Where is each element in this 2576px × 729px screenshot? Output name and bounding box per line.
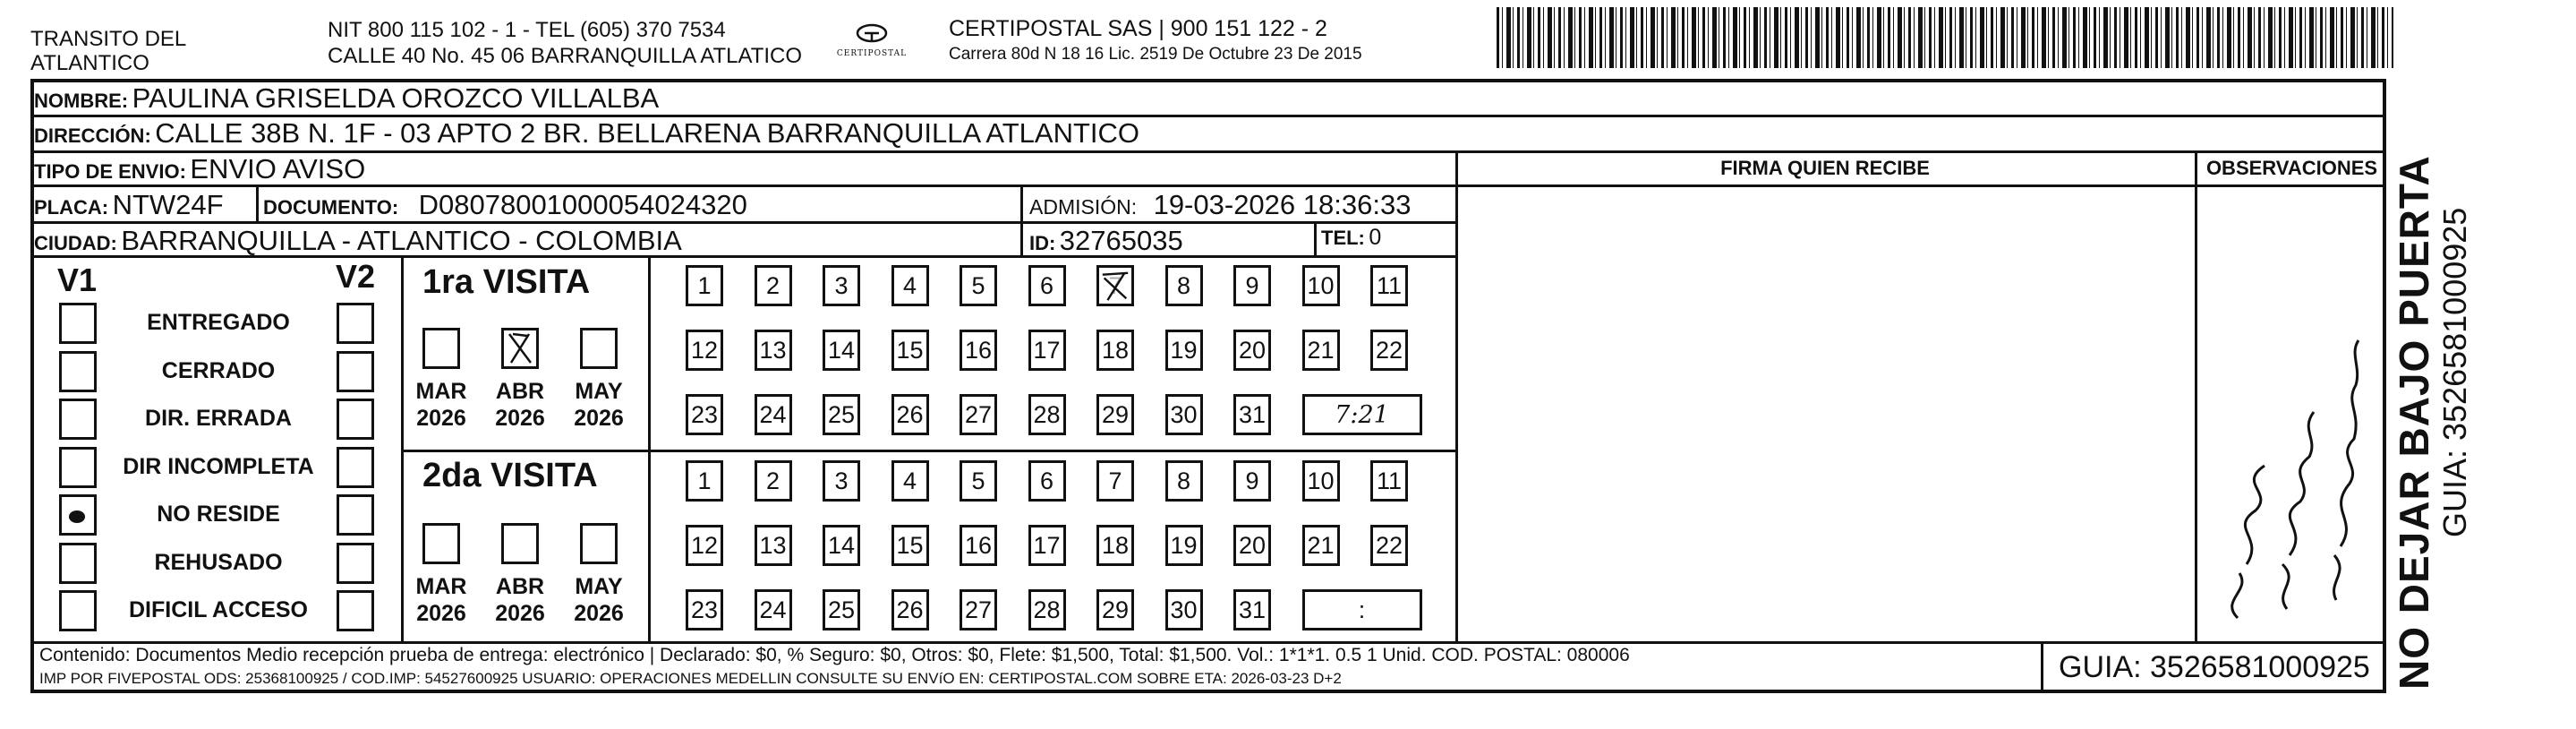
- status-label: DIR. ERRADA: [145, 406, 292, 431]
- day-box[interactable]: [686, 265, 723, 306]
- day-box[interactable]: [1028, 330, 1066, 371]
- day-number: 3: [834, 467, 849, 494]
- day-box[interactable]: [1096, 525, 1134, 566]
- day-number: 25: [827, 400, 856, 428]
- day-box[interactable]: [1165, 330, 1203, 371]
- day-box[interactable]: [1028, 460, 1066, 502]
- placa-value: NTW24F: [112, 189, 224, 220]
- license-line: Carrera 80d N 18 16 Lic. 2519 De Octubre 23 De 2015: [949, 45, 1362, 64]
- day-number: 19: [1170, 531, 1198, 559]
- tel-value: 0: [1369, 225, 1382, 250]
- nombre-value: PAULINA GRISELDA OROZCO VILLALBA: [132, 82, 660, 114]
- month-label: ABR: [495, 379, 545, 404]
- contenido-line: Contenido: Documentos Medio recepción prueba de entrega: electrónico | Declarado: $0, % Seguro: $0, Otros: $0, Flete: $1,500, Total: $1,500. Vol.: 1*1*1. 0.5 1 Unid. COD. POSTAL: 080006: [39, 645, 1630, 665]
- day-box[interactable]: [1302, 525, 1340, 566]
- signature-scribble: [2202, 304, 2363, 636]
- v2-checkbox[interactable]: [337, 494, 374, 536]
- company-name: TRANSITO DEL ATLANTICO: [30, 27, 186, 75]
- status-label: NO RESIDE: [157, 502, 280, 527]
- year-label: 2026: [574, 406, 624, 431]
- day-box[interactable]: [1233, 525, 1271, 566]
- ciudad-label: CIUDAD:: [34, 232, 117, 254]
- documento-label: DOCUMENTO:: [263, 196, 399, 219]
- day-number: 24: [759, 596, 787, 623]
- v1-checkbox[interactable]: [59, 351, 97, 392]
- day-box[interactable]: [1370, 460, 1408, 502]
- day-number: 29: [1101, 400, 1130, 428]
- day-number: 24: [759, 400, 787, 428]
- day-box[interactable]: [960, 265, 997, 306]
- time-box[interactable]: 7:21: [1302, 394, 1422, 435]
- day-box[interactable]: [1370, 330, 1408, 371]
- day-box[interactable]: [1302, 460, 1340, 502]
- day-number: 12: [690, 531, 719, 559]
- day-box[interactable]: [960, 589, 997, 630]
- day-number: 3: [834, 271, 849, 299]
- day-box[interactable]: [1096, 265, 1134, 306]
- day-box[interactable]: [823, 330, 860, 371]
- ciudad-value: BARRANQUILLA - ATLANTICO - COLOMBIA: [121, 225, 682, 256]
- day-number: 1: [697, 467, 712, 494]
- nombre-label: NOMBRE:: [34, 90, 129, 112]
- year-label: 2026: [495, 601, 545, 626]
- day-box[interactable]: [823, 265, 860, 306]
- day-number: 14: [827, 336, 856, 364]
- day-box[interactable]: [891, 460, 929, 502]
- day-number: 26: [896, 400, 924, 428]
- day-number: 6: [1039, 271, 1054, 299]
- day-number: 21: [1307, 531, 1335, 559]
- day-number: 22: [1375, 336, 1403, 364]
- v2-checkbox[interactable]: [337, 351, 374, 392]
- day-number: 29: [1101, 596, 1130, 623]
- status-label: DIFICIL ACCESO: [128, 597, 308, 622]
- admision-value: 19-03-2026 18:36:33: [1153, 189, 1412, 220]
- day-box[interactable]: [1233, 589, 1271, 630]
- day-box[interactable]: [1233, 330, 1271, 371]
- day-number: 27: [964, 596, 993, 623]
- day-number: 12: [690, 336, 719, 364]
- day-number: 9: [1245, 271, 1259, 299]
- day-number: 23: [690, 400, 719, 428]
- barcode: [1497, 7, 2393, 68]
- day-number: 4: [902, 467, 917, 494]
- day-box[interactable]: [1028, 265, 1066, 306]
- day-box[interactable]: [891, 525, 929, 566]
- v1-checkbox[interactable]: [59, 590, 97, 631]
- day-number: 16: [964, 336, 993, 364]
- day-number: 31: [1238, 596, 1267, 623]
- month-checkbox[interactable]: [580, 328, 618, 369]
- day-box[interactable]: [960, 394, 997, 435]
- v2-checkbox[interactable]: [337, 303, 374, 344]
- guia-rotated: GUIA: 3526581000925: [2436, 207, 2473, 537]
- day-number: 5: [971, 271, 985, 299]
- day-box[interactable]: [960, 525, 997, 566]
- day-box[interactable]: [686, 525, 723, 566]
- v1-label: V1: [57, 262, 98, 298]
- day-box[interactable]: [755, 265, 792, 306]
- id-label: ID:: [1029, 232, 1056, 254]
- day-number: 17: [1033, 336, 1061, 364]
- v2-checkbox[interactable]: [337, 447, 374, 488]
- day-box[interactable]: [1028, 589, 1066, 630]
- day-box[interactable]: [891, 589, 929, 630]
- v2-checkbox[interactable]: [337, 543, 374, 584]
- tipo-value: ENVIO AVISO: [190, 153, 366, 184]
- documento-value: D08078001000054024320: [418, 189, 747, 220]
- placa-field: [34, 189, 224, 221]
- v1-checkbox[interactable]: [59, 494, 97, 536]
- day-box[interactable]: [1028, 525, 1066, 566]
- day-number: 2: [765, 467, 780, 494]
- day-number: 6: [1039, 467, 1054, 494]
- day-number: 28: [1033, 596, 1061, 623]
- footer-guia: GUIA: 3526581000925: [2059, 650, 2370, 684]
- day-box[interactable]: [1233, 265, 1271, 306]
- month-checkbox[interactable]: [422, 523, 460, 564]
- day-number: 23: [690, 596, 719, 623]
- day-number: 20: [1238, 336, 1267, 364]
- day-number: 8: [1176, 467, 1191, 494]
- day-number: 9: [1245, 467, 1259, 494]
- day-box[interactable]: [755, 330, 792, 371]
- day-box[interactable]: [891, 265, 929, 306]
- day-box[interactable]: [686, 460, 723, 502]
- day-box[interactable]: [755, 525, 792, 566]
- v1-checkbox[interactable]: [59, 543, 97, 584]
- day-number: 25: [827, 596, 856, 623]
- status-label: DIR INCOMPLETA: [123, 453, 314, 479]
- status-label: CERRADO: [161, 357, 276, 383]
- tipo-label: TIPO DE ENVIO:: [34, 160, 186, 183]
- day-box[interactable]: [1165, 525, 1203, 566]
- day-number: 30: [1170, 596, 1198, 623]
- day-number: 27: [964, 400, 993, 428]
- tipo-row: [34, 153, 365, 185]
- day-box[interactable]: [1028, 394, 1066, 435]
- day-box[interactable]: [960, 330, 997, 371]
- day-box[interactable]: [755, 394, 792, 435]
- month-label: ABR: [495, 574, 545, 599]
- carrier-line: CERTIPOSTAL SAS | 900 151 122 - 2: [949, 16, 1327, 41]
- day-box[interactable]: [1165, 589, 1203, 630]
- day-number: 28: [1033, 400, 1061, 428]
- day-number: 16: [964, 531, 993, 559]
- nit-line: NIT 800 115 102 - 1 - TEL (605) 370 7534: [328, 18, 726, 42]
- first-visit-title: 1ra VISITA: [422, 263, 591, 301]
- firma-header: FIRMA QUIEN RECIBE: [1720, 157, 1930, 179]
- day-box[interactable]: [1096, 589, 1134, 630]
- year-label: 2026: [416, 406, 466, 431]
- day-box[interactable]: [686, 589, 723, 630]
- day-number: 7: [1108, 467, 1122, 494]
- day-box[interactable]: [1165, 460, 1203, 502]
- day-number: 21: [1307, 336, 1335, 364]
- logo-caption: CERTIPOSTAL: [836, 49, 908, 58]
- day-number: 17: [1033, 531, 1061, 559]
- v2-checkbox[interactable]: [337, 590, 374, 631]
- month-label: MAY: [575, 574, 623, 599]
- ciudad-field: [34, 225, 682, 257]
- address-line: CALLE 40 No. 45 06 BARRANQUILLA ATLATICO: [328, 44, 803, 68]
- day-number: 11: [1376, 467, 1403, 494]
- month-checkbox[interactable]: [501, 523, 539, 564]
- day-number: 26: [896, 596, 924, 623]
- day-box[interactable]: [823, 525, 860, 566]
- day-box[interactable]: [1370, 265, 1408, 306]
- v2-label: V2: [336, 258, 376, 295]
- v1-checkbox[interactable]: [59, 303, 97, 344]
- day-box[interactable]: [891, 394, 929, 435]
- day-box[interactable]: [1096, 394, 1134, 435]
- v1-checkbox[interactable]: [59, 399, 97, 440]
- direccion-value: CALLE 38B N. 1F - 03 APTO 2 BR. BELLARENA BARRANQUILLA ATLANTICO: [155, 117, 1140, 149]
- day-box[interactable]: [686, 394, 723, 435]
- side-panel: [2390, 81, 2524, 699]
- day-box[interactable]: [1165, 265, 1203, 306]
- day-box[interactable]: [1302, 330, 1340, 371]
- day-number: 1: [697, 271, 712, 299]
- observaciones-header: OBSERVACIONES: [2205, 157, 2378, 179]
- day-number: 13: [759, 336, 787, 364]
- day-box[interactable]: [823, 394, 860, 435]
- month-checkbox[interactable]: [580, 523, 618, 564]
- day-box[interactable]: [1096, 460, 1134, 502]
- year-label: 2026: [416, 601, 466, 626]
- status-label: ENTREGADO: [147, 310, 290, 335]
- month-label: MAY: [575, 379, 623, 404]
- imp-line: IMP POR FIVEPOSTAL ODS: 25368100925 / COD.IMP: 54527600925 USUARIO: OPERACIONES MEDELLIN CONSULTE SU ENVíO EN: CERTIPOSTAL.COM SOBRE ETA: 2026-03-23 D+2: [39, 670, 1342, 687]
- month-label: MAR: [415, 574, 467, 599]
- day-number: 15: [896, 531, 924, 559]
- day-box[interactable]: [1096, 330, 1134, 371]
- day-box[interactable]: [1302, 265, 1340, 306]
- day-number: 2: [765, 271, 780, 299]
- day-number: 22: [1375, 531, 1403, 559]
- day-number: 15: [896, 336, 924, 364]
- day-number: 5: [971, 467, 985, 494]
- day-number: 18: [1101, 531, 1130, 559]
- day-number: 4: [902, 271, 917, 299]
- time-box[interactable]: :: [1302, 589, 1422, 630]
- day-number: 20: [1238, 531, 1267, 559]
- status-label: REHUSADO: [154, 549, 283, 575]
- direccion-row: [34, 117, 1139, 150]
- nombre-row: [34, 82, 659, 115]
- tel-field: [1321, 225, 1381, 251]
- day-box[interactable]: [1233, 394, 1271, 435]
- day-number: 8: [1176, 271, 1191, 299]
- year-label: 2026: [495, 406, 545, 431]
- tel-label: TEL:: [1321, 227, 1365, 249]
- day-number: 7: [1108, 271, 1122, 299]
- day-number: 18: [1101, 336, 1130, 364]
- day-number: 10: [1307, 467, 1335, 494]
- second-visit-title: 2da VISITA: [422, 457, 598, 494]
- day-number: 31: [1238, 400, 1267, 428]
- day-box[interactable]: [1165, 394, 1203, 435]
- day-box[interactable]: [686, 330, 723, 371]
- certipostal-logo: [836, 21, 908, 58]
- day-number: 11: [1376, 271, 1403, 299]
- id-value: 32765035: [1059, 225, 1183, 256]
- day-number: 13: [759, 531, 787, 559]
- direccion-label: DIRECCIÓN:: [34, 124, 151, 147]
- year-label: 2026: [574, 601, 624, 626]
- day-number: 30: [1170, 400, 1198, 428]
- day-number: 10: [1307, 271, 1335, 299]
- month-label: MAR: [415, 379, 467, 404]
- day-box[interactable]: [823, 589, 860, 630]
- day-box[interactable]: [755, 589, 792, 630]
- v2-checkbox[interactable]: [337, 399, 374, 440]
- day-number: 19: [1170, 336, 1198, 364]
- documento-field: [263, 189, 747, 221]
- v1-checkbox[interactable]: [59, 447, 97, 488]
- day-box[interactable]: [960, 460, 997, 502]
- day-box[interactable]: [755, 460, 792, 502]
- id-field: [1029, 225, 1183, 257]
- placa-label: PLACA:: [34, 196, 109, 219]
- month-checkbox[interactable]: [422, 328, 460, 369]
- admision-label: ADMISIÓN:: [1029, 195, 1138, 219]
- day-number: 14: [827, 531, 856, 559]
- day-box[interactable]: [1233, 460, 1271, 502]
- admision-field: [1029, 189, 1411, 221]
- day-box[interactable]: [891, 330, 929, 371]
- no-dejar-warning: NO DEJAR BAJO PUERTA: [2391, 155, 2437, 690]
- day-box[interactable]: [1370, 525, 1408, 566]
- day-box[interactable]: [823, 460, 860, 502]
- month-checkbox[interactable]: [501, 328, 539, 369]
